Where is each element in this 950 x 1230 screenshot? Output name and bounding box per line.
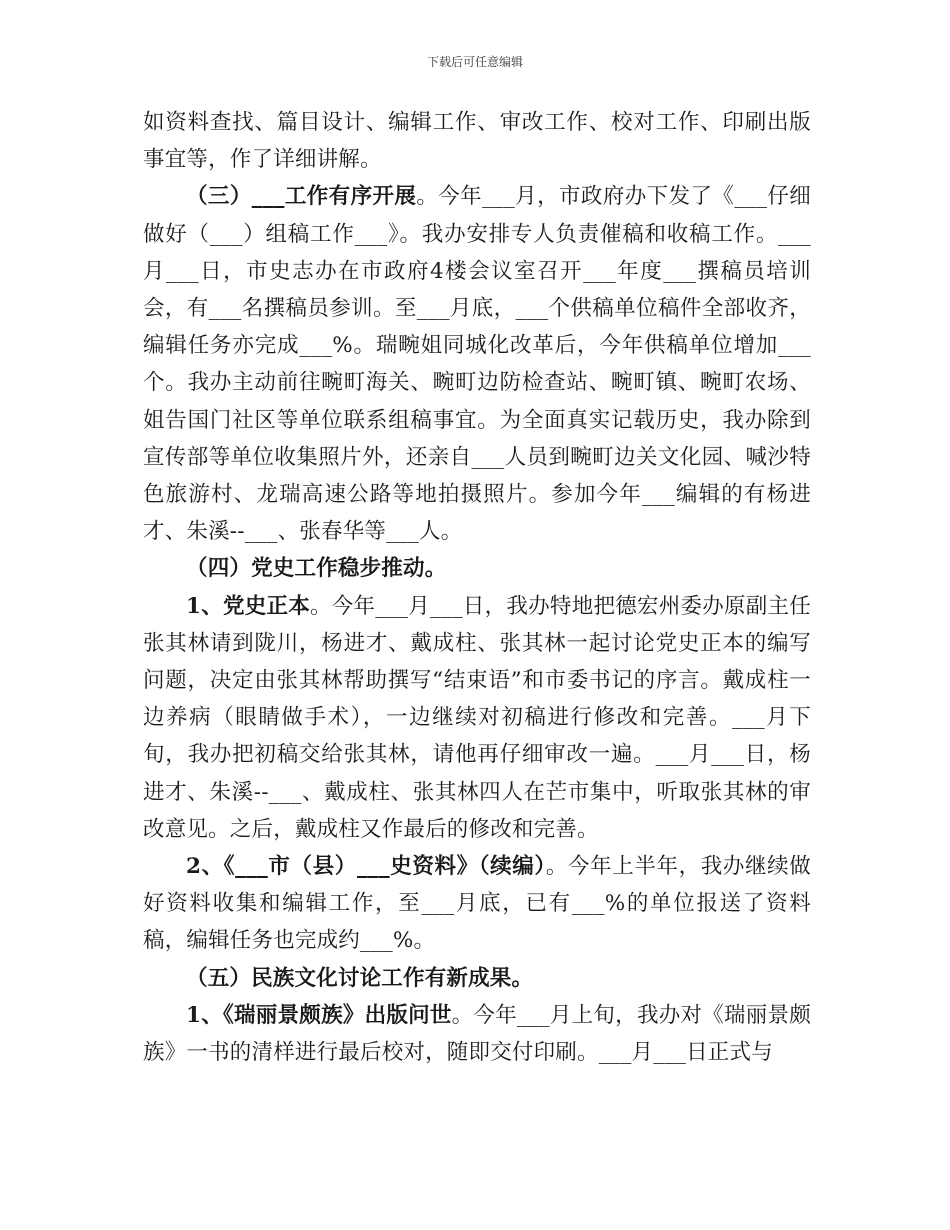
paragraph-7-text: 。今年___月上旬，我办对《瑞丽景颇族》一书的清样进行最后校对，随即交付印刷。___月___日正式与 — [143, 1002, 812, 1066]
paragraph-7 — [143, 997, 811, 1071]
section-heading-5: （五）民族文化讨论工作有新成果。 — [186, 965, 534, 991]
section-heading-4: （四）党史工作稳步推动。 — [186, 556, 447, 582]
paragraph-3 — [143, 550, 811, 587]
paragraph-6 — [143, 960, 811, 997]
subsection-heading-materials: 2、《___市（县）___史资料》（续编） — [186, 854, 546, 880]
subsection-heading-party-history: 1、党史正本 — [186, 593, 311, 619]
paragraph-5-text: 。今年上半年，我办继续做好资料收集和编辑工作，至___月底，已有___%的单位报送了资料稿，编辑任务也完成约___%。 — [143, 854, 811, 954]
paragraph-2-text: 。今年___月，市政府办下发了《___仔细做好（___）组稿工作___》。我办安排专人负责催稿和收稿工作。___月___日，市史志办在市政府4楼会议室召开___年度___撰稿员培训会，有___名撰稿员参训。至___月底，___个供稿单位稿件全部收齐，编辑任务亦完成___%。瑞畹姐同城化改革后，今年供稿单位增加___个。我办主动前往畹町海关、畹町边防检查站、畹町镇、畹町农场、姐告国门社区等单位联系组稿事宜。为全面真实记载历史，我办除到宣传部等单位收集照片外，还亲自___人员到畹町边关文化园、喊沙特色旅游村、龙瑞高速公路等地拍摄照片。参加今年___编辑的有杨进才、朱溪--___、张春华等___人。 — [143, 184, 812, 545]
subsection-heading-jingpo: 1、《瑞丽景颇族》出版问世 — [186, 1002, 452, 1028]
document-body — [143, 104, 811, 1071]
page-header: 下载后可任意编辑 — [426, 55, 523, 69]
section-heading-3: （三）___工作有序开展 — [186, 184, 417, 210]
paragraph-2 — [143, 178, 811, 550]
paragraph-1 — [143, 104, 811, 178]
paragraph-4-text: 。今年___月___日，我办特地把德宏州委办原副主任张其林请到陇川，杨进才、戴成柱、张其林一起讨论党史正本的编写问题，决定由张其林帮助撰写“结束语”和市委书记的序言。戴成柱一边养病（眼睛做手术），一边继续对初稿进行修改和完善。___月下旬，我办把初稿交给张其林，请他再仔细审改一遍。___月___日，杨进才、朱溪--___、戴成柱、张其林四人在芒市集中，听取张其林的审改意见。之后，戴成柱又作最后的修改和完善。 — [143, 593, 811, 842]
paragraph-1-text: 如资料查找、篇目设计、编辑工作、审改工作、校对工作、印刷出版事宜等，作了详细讲解。 — [143, 110, 811, 173]
paragraph-5 — [143, 848, 811, 960]
paragraph-4 — [143, 588, 811, 848]
